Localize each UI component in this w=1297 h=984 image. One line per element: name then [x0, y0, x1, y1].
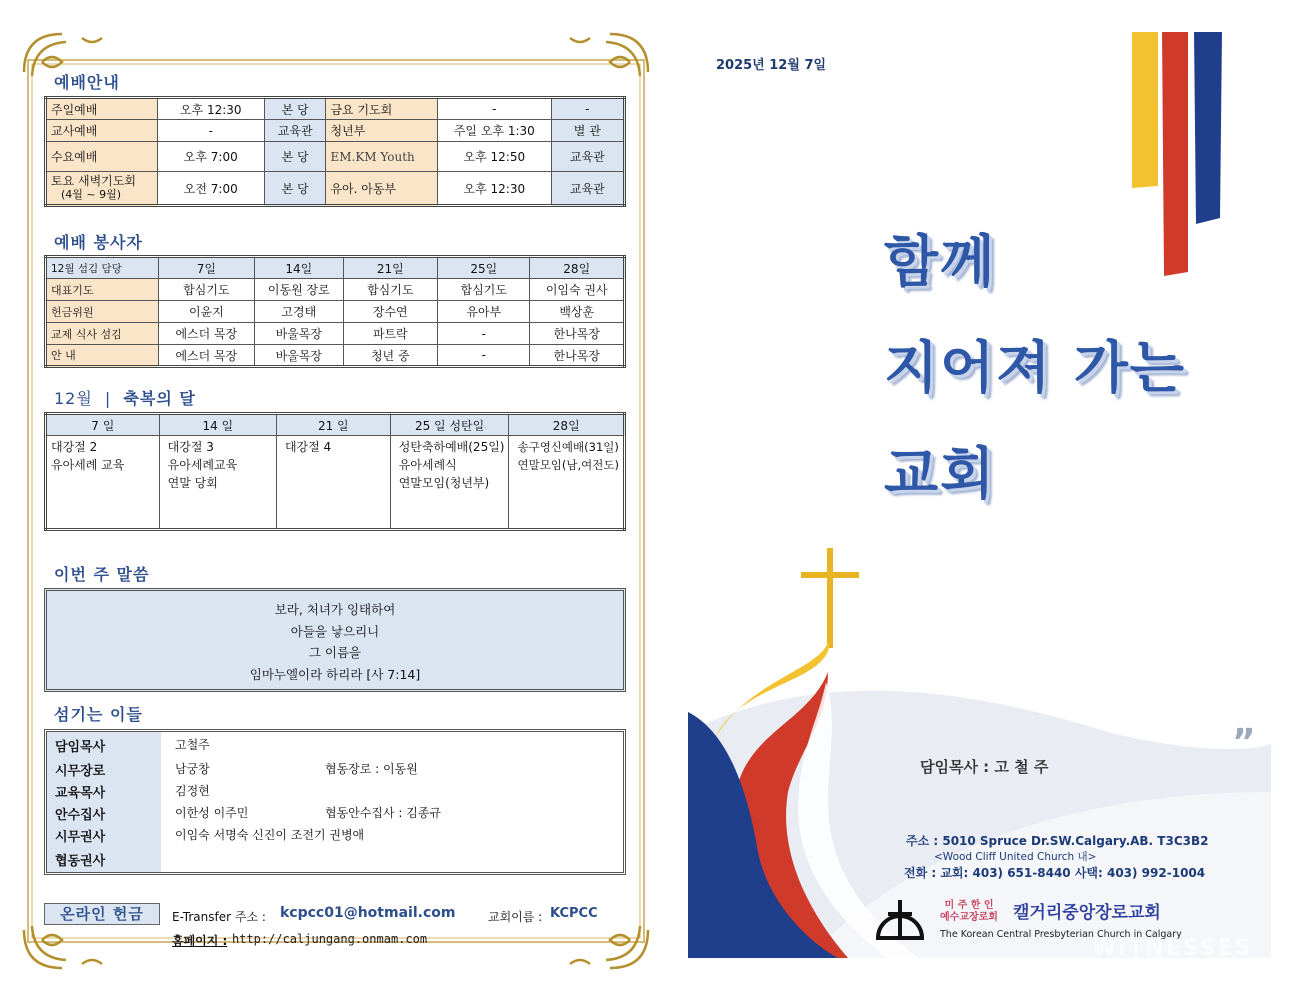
- table-header-row: 12월 섬김 담당 7일 14일 21일 25일 28일: [46, 257, 625, 279]
- church-name-label: 교회이름 :: [488, 910, 543, 924]
- quote-mark: ”: [1232, 722, 1256, 763]
- table-row: 교제 식사 섬김 에스더 목장 바울목장 파트락 - 한나목장: [46, 323, 625, 345]
- church-address: 주소 : 5010 Spruce Dr.SW.Calgary.AB. T3C3B2: [906, 834, 1209, 848]
- ministers-box: [44, 729, 626, 875]
- verse-section-title: 이번 주 말씀: [54, 565, 150, 584]
- yellow-ribbon: [1132, 32, 1158, 188]
- table-row: 교사예배 - 교육관 청년부 주일 오후 1:30 별 관: [46, 120, 625, 142]
- church-address-note: <Wood Cliff United Church 내>: [934, 851, 1097, 863]
- bulletin-date: 2025년 12월 7일: [716, 58, 827, 73]
- online-offering-label: 온라인 헌금: [44, 903, 160, 925]
- minister-row: 교육목사 김정현: [55, 784, 210, 801]
- servants-section-title: 예배 봉사자: [54, 233, 143, 252]
- cover-title-line: 지어져 가는: [884, 336, 1186, 401]
- minister-row: 담임목사 고철주: [55, 738, 210, 755]
- church-name-en: The Korean Central Presbyterian Church in Calgary: [940, 929, 1182, 940]
- offering-email-link[interactable]: kcpcc01@hotmail.com: [280, 905, 456, 921]
- senior-pastor: 담임목사 : 고 철 주: [920, 758, 1049, 776]
- church-name-kr: 캘거리중앙장로교회: [1013, 903, 1161, 923]
- calendar-cell: 대강절 4: [276, 436, 390, 530]
- church-phone: 전화 : 교회: 403) 651-8440 사택: 403) 992-1004: [904, 866, 1206, 880]
- blessing-section-title: 12월 | 축복의 달: [54, 389, 196, 408]
- calendar-cell: 대강절 3 유아세례교육 연말 당회: [159, 436, 276, 530]
- table-row: 토요 새벽기도회 (4월 ~ 9월) 오전 7:00 본 당 유아. 아동부 오후 12:30 교육관: [46, 172, 625, 206]
- church-logo-icon: [874, 898, 926, 942]
- red-ribbon: [1162, 32, 1188, 276]
- calendar-cell: 송구영신예배(31일) 연말모임(남,여전도): [509, 436, 625, 530]
- church-name-value: KCPCC: [550, 906, 598, 921]
- cover-title-line: 함께: [884, 230, 997, 295]
- bulletin-cover-page: [688, 32, 1271, 958]
- homepage-label: 홈페이지 :: [172, 934, 228, 948]
- servants-table: [44, 255, 626, 368]
- minister-row: 협동권사: [55, 854, 106, 869]
- table-row: 주일예배 오후 12:30 본 당 금요 기도회 - -: [46, 98, 625, 120]
- navy-ribbon: [1194, 32, 1222, 224]
- scripture-verse-box: 보라, 처녀가 잉태하여 아들을 낳으리니 그 이름을 임마누엘이라 하리라 [사 7:14]: [44, 588, 626, 692]
- worship-table: [44, 96, 626, 207]
- bulletin-inner-page: [22, 32, 650, 970]
- table-row: 헌금위원 이윤지 고경태 장수연 유아부 백상훈: [46, 301, 625, 323]
- minister-row: 시무장로 남궁창 협동장로 : 이동원: [55, 762, 418, 779]
- worship-section-title: 예배안내: [54, 73, 120, 92]
- table-row: 대표기도 합심기도 이동원 장로 합심기도 합심기도 이임숙 권사: [46, 279, 625, 301]
- corner-ornament-icon: [24, 926, 102, 968]
- etransfer-label: E-Transfer 주소 :: [172, 910, 266, 924]
- corner-ornament-icon: [570, 34, 648, 76]
- ministers-section-title: 섬기는 이들: [54, 705, 143, 724]
- witnesses-watermark: WITNESSES: [1092, 936, 1253, 958]
- denomination-label: 미 주 한 인 예수교장로회: [940, 900, 998, 923]
- calendar-cell: 대강절 2 유아세례 교육: [46, 436, 160, 530]
- table-row: 수요예배 오후 7:00 본 당 EM.KM Youth 오후 12:50 교육관: [46, 142, 625, 172]
- table-header-row: 7 일 14 일 21 일 25 일 성탄일 28일: [46, 414, 625, 436]
- minister-row: 안수집사 이한성 이주민 협동안수집사 : 김종규: [55, 806, 442, 823]
- table-row: [46, 436, 625, 530]
- calendar-cell: 성탄축하예배(25일) 유아세례식 연말모임(청년부): [390, 436, 509, 530]
- blessing-calendar: [44, 412, 626, 531]
- table-row: 안 내 에스더 목장 바울목장 청년 중 - 한나목장: [46, 345, 625, 367]
- minister-row: 시무권사 이임숙 서명숙 신진이 조전기 권병애: [55, 828, 365, 845]
- homepage-link[interactable]: http://caljungang.onmam.com: [232, 932, 428, 946]
- cover-title-line: 교회: [884, 442, 997, 507]
- corner-ornament-icon: [570, 926, 648, 968]
- cross-icon: [827, 548, 833, 648]
